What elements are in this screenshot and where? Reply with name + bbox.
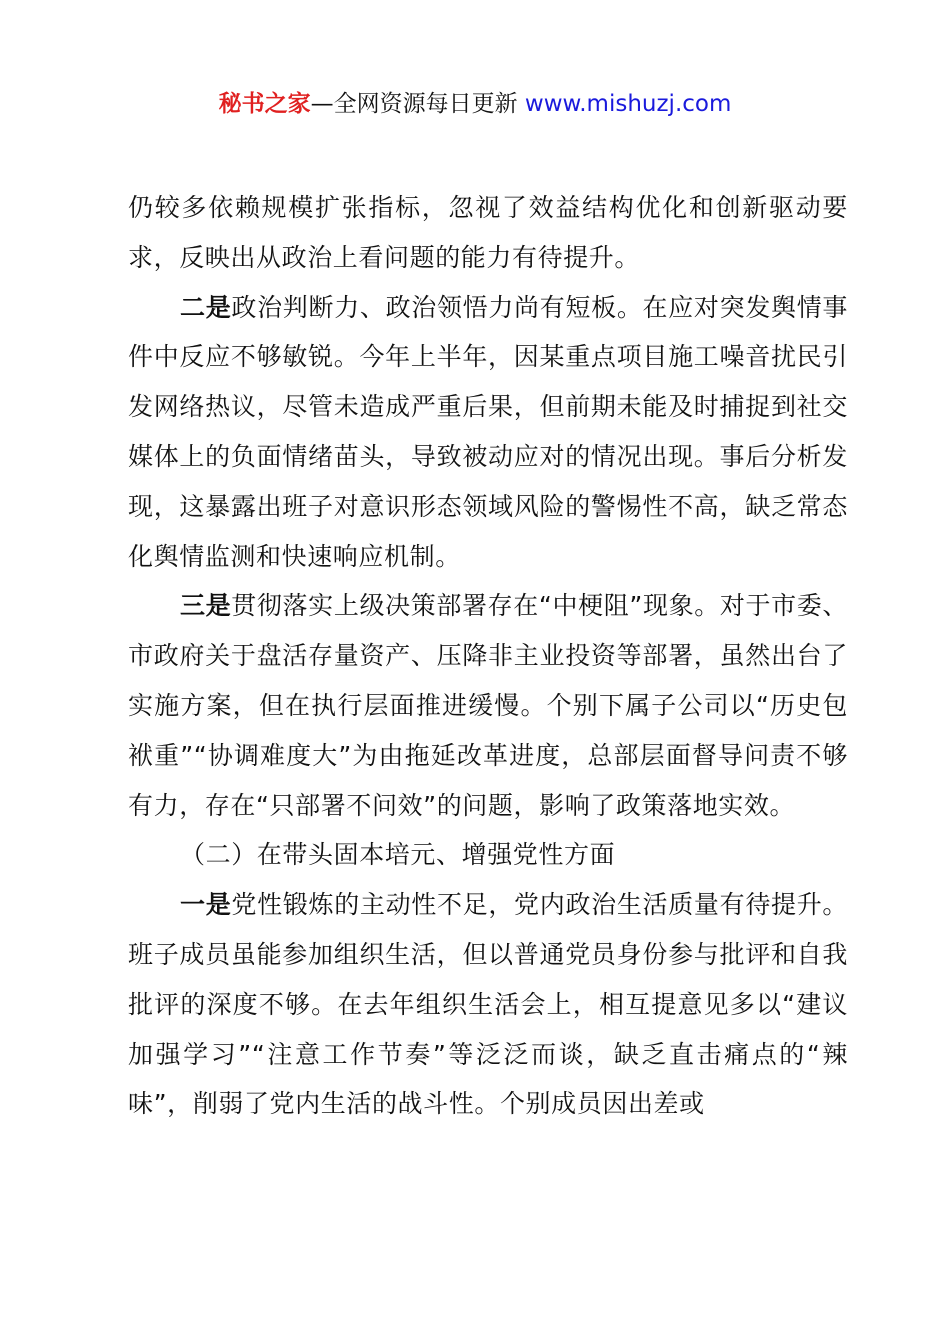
site-url-link[interactable]: www.mishuzj.com: [524, 91, 732, 117]
paragraph-lead: 一是: [180, 890, 232, 920]
paragraph-text: 仍较多依赖规模扩张指标，忽视了效益结构优化和创新驱动要求，反映出从政治上看问题的能力有待提升。: [128, 193, 848, 272]
paragraph-lead: 二是: [180, 292, 232, 322]
section-heading-text: （二）在带头固本培元、增强党性方面: [180, 840, 616, 870]
paragraph-point-three: [128, 581, 848, 830]
paragraph-point-two: [128, 283, 848, 582]
section-heading: [128, 830, 848, 880]
paragraph-text: 党性锻炼的主动性不足，党内政治生活质量有待提升。班子成员虽能参加组织生活，但以普通党员身份参与批评和自我批评的深度不够。在去年组织生活会上，相互提意见多以“建议加强学习”“注意工作节奏”等泛泛而谈，缺乏直击痛点的“辣味”，削弱了党内生活的战斗性。个别成员因出差或: [128, 890, 849, 1119]
paragraph-lead: 三是: [180, 591, 232, 621]
site-brand: 秘书之家: [218, 91, 311, 117]
paragraph-text: 贯彻落实上级决策部署存在“中梗阻”现象。对于市委、市政府关于盘活存量资产、压降非主业投资等部署，虽然出台了实施方案，但在执行层面推进缓慢。个别下属子公司以“历史包袱重”“协调难度大”为由拖延改革进度，总部层面督导问责不够有力，存在“只部署不问效”的问题，影响了政策落地实效。: [128, 591, 849, 820]
paragraph-continuation: [128, 183, 848, 283]
site-header: [0, 86, 950, 122]
paragraph-text: 政治判断力、政治领悟力尚有短板。在应对突发舆情事件中反应不够敏锐。今年上半年，因某重点项目施工噪音扰民引发网络热议，尽管未造成严重后果，但前期未能及时捕捉到社交媒体上的负面情绪苗头，导致被动应对的情况出现。事后分析发现，这暴露出班子对意识形态领域风险的警惕性不高，缺乏常态化舆情监测和快速响应机制。: [128, 292, 849, 571]
paragraph-point-one: [128, 880, 848, 1129]
document-body: [128, 183, 848, 1129]
site-tagline: —全网资源每日更新: [310, 91, 525, 117]
